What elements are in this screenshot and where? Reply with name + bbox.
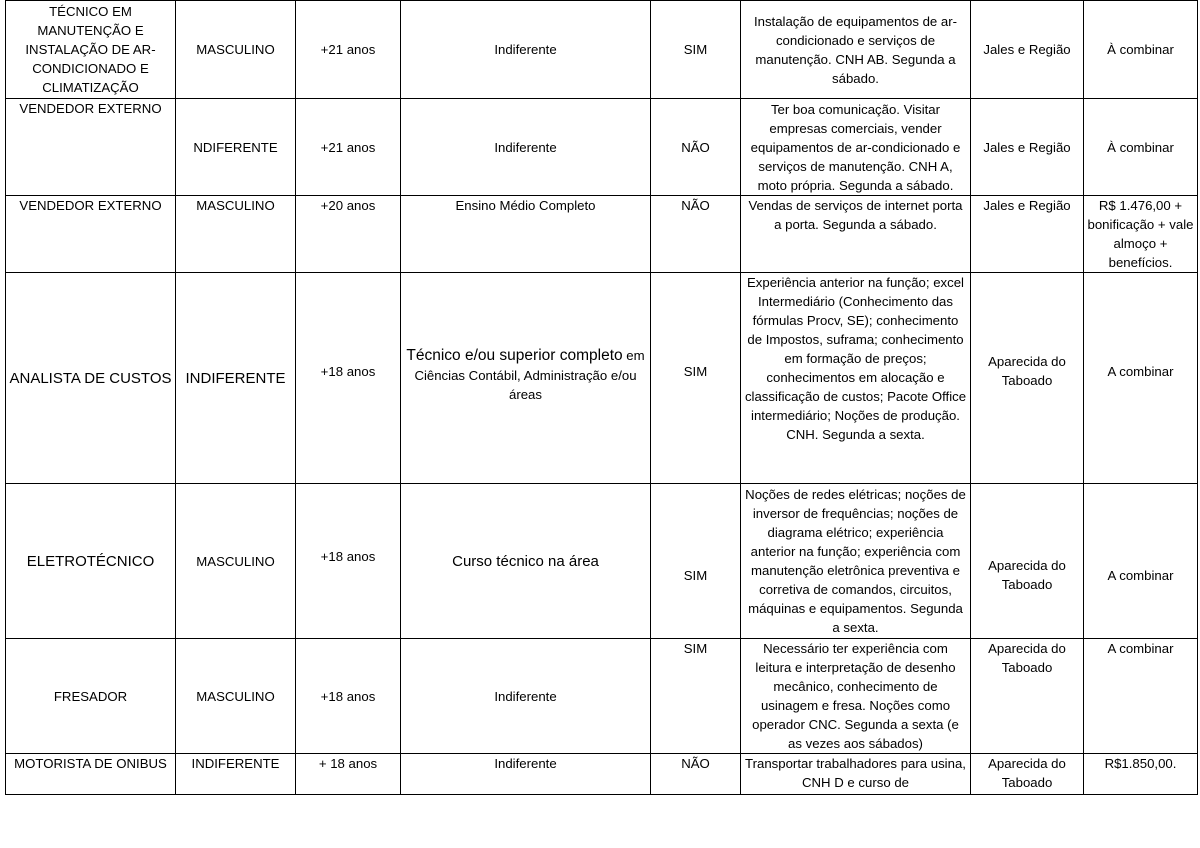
education-rest-text: em Ciências Contábil, Administração e/ou áreas [414,347,645,402]
education-cell: Indiferente [401,754,651,795]
salary-cell: A combinar [1084,484,1198,639]
table-row [6,99,1198,196]
table-row [6,484,1198,639]
education-cell: Curso técnico na área [401,484,651,639]
education-cell: Indiferente [401,639,651,754]
education-cell: Indiferente [401,1,651,99]
experience-cell: NÃO [651,754,741,795]
location-cell: Aparecida do Taboado [971,639,1084,754]
gender-cell: INDIFERENTE [176,754,296,795]
experience-cell: SIM [651,639,741,754]
gender-cell: MASCULINO [176,196,296,273]
table-row [6,754,1198,795]
experience-cell: SIM [651,1,741,99]
gender-cell: INDIFERENTE [176,273,296,484]
age-cell: +21 anos [296,1,401,99]
salary-cell: R$1.850,00. [1084,754,1198,795]
job-title-cell: FRESADOR [6,639,176,754]
experience-cell: NÃO [651,196,741,273]
description-cell: Vendas de serviços de internet porta a porta. Segunda a sábado. [741,196,971,273]
education-cell: Ensino Médio Completo [401,196,651,273]
gender-cell: NDIFERENTE [176,99,296,196]
location-cell: Aparecida do Taboado [971,273,1084,484]
job-title-cell: VENDEDOR EXTERNO [6,196,176,273]
table-row [6,639,1198,754]
education-main-text: Técnico e/ou superior completo [406,346,623,364]
education-cell: Indiferente [401,99,651,196]
age-cell: +18 anos [296,484,401,639]
description-cell: Ter boa comunicação. Visitar empresas comerciais, vender equipamentos de ar-condicionado e serviços de manutenção. CNH A, moto própria. Segunda a sábado. [741,99,971,196]
job-title-cell: VENDEDOR EXTERNO [6,99,176,196]
experience-cell: SIM [651,484,741,639]
description-cell: Noções de redes elétricas; noções de inversor de frequências; noções de diagrama elétrico; experiência anterior na função; experiência com manutenção eletrônica preventiva e corretiva de comandos, circuitos, máquinas e equipamentos. Segunda a sexta. [741,484,971,639]
education-cell [401,273,651,484]
gender-cell: MASCULINO [176,1,296,99]
table-row [6,1,1198,99]
description-cell: Transportar trabalhadores para usina, CNH D e curso de [741,754,971,795]
description-cell: Instalação de equipamentos de ar-condicionado e serviços de manutenção. CNH AB. Segunda a sábado. [741,1,971,99]
table-row [6,196,1198,273]
location-cell: Aparecida do Taboado [971,484,1084,639]
salary-cell: À combinar [1084,99,1198,196]
salary-cell: R$ 1.476,00 + bonificação + vale almoço + benefícios. [1084,196,1198,273]
gender-cell: MASCULINO [176,639,296,754]
experience-cell: NÃO [651,99,741,196]
experience-cell: SIM [651,273,741,484]
age-cell: +21 anos [296,99,401,196]
location-cell: Jales e Região [971,99,1084,196]
gender-cell: MASCULINO [176,484,296,639]
salary-cell: A combinar [1084,273,1198,484]
age-cell: +20 anos [296,196,401,273]
job-title-cell: ELETROTÉCNICO [6,484,176,639]
salary-cell: A combinar [1084,639,1198,754]
job-title-cell: ANALISTA DE CUSTOS [6,273,176,484]
description-cell: Experiência anterior na função; excel Intermediário (Conhecimento das fórmulas Procv, SE); conhecimento de Impostos, suframa; conhecimento em formação de preços; conhecimentos em alocação e classificação de custos; Pacote Office intermediário; Noções de produção. CNH. Segunda a sexta. [741,273,971,484]
age-cell: + 18 anos [296,754,401,795]
job-title-cell: TÉCNICO EM MANUTENÇÃO E INSTALAÇÃO DE AR-CONDICIONADO E CLIMATIZAÇÃO [6,1,176,99]
table-row [6,273,1198,484]
age-cell: +18 anos [296,639,401,754]
job-title-cell: MOTORISTA DE ONIBUS [6,754,176,795]
location-cell: Jales e Região [971,196,1084,273]
description-cell: Necessário ter experiência com leitura e interpretação de desenho mecânico, conhecimento de usinagem e fresa. Noções como operador CNC. Segunda a sexta (e as vezes aos sábados) [741,639,971,754]
job-listings-table [5,0,1198,795]
location-cell: Jales e Região [971,1,1084,99]
age-cell: +18 anos [296,273,401,484]
salary-cell: À combinar [1084,1,1198,99]
location-cell: Aparecida do Taboado [971,754,1084,795]
